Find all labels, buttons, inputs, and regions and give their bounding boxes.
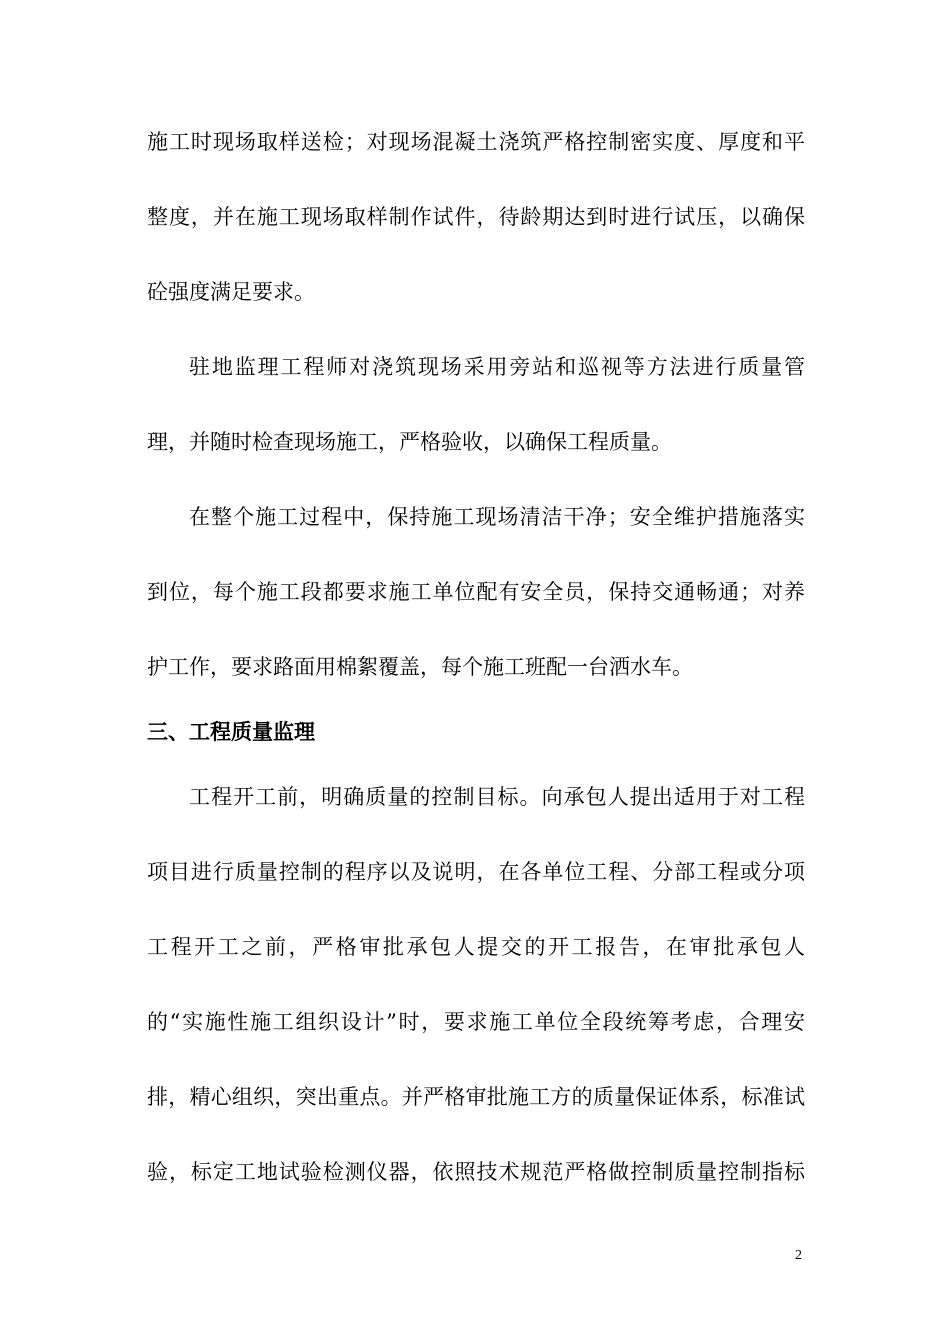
section-heading: 三、工程质量监理	[147, 720, 315, 744]
paragraph-line: 理，并随时检查现场施工，严格验收，以确保工程质量。	[147, 430, 672, 454]
paragraph-line: 整度，并在施工现场取样制作试件，待龄期达到时进行试压，以确保	[147, 205, 805, 229]
paragraph-line: 驻地监理工程师对浇筑现场采用旁站和巡视等方法进行质量管	[189, 355, 805, 379]
paragraph-line: 的“实施性施工组织设计”时，要求施工单位全段统筹考虑，合理安	[147, 1010, 805, 1034]
paragraph-line: 工程开工前，明确质量的控制目标。向承包人提出适用于对工程	[189, 785, 805, 809]
paragraph-line: 砼强度满足要求。	[147, 280, 315, 304]
paragraph-line: 在整个施工过程中，保持施工现场清洁干净；安全维护措施落实	[189, 505, 805, 529]
paragraph-line: 工程开工之前，严格审批承包人提交的开工报告，在审批承包人	[147, 935, 805, 959]
paragraph-line: 验，标定工地试验检测仪器，依照技术规范严格做控制质量控制指标	[147, 1160, 805, 1184]
paragraph-line: 到位，每个施工段都要求施工单位配有安全员，保持交通畅通；对养	[147, 580, 805, 604]
paragraph-line: 护工作，要求路面用棉絮覆盖，每个施工班配一台洒水车。	[147, 655, 693, 679]
paragraph-line: 施工时现场取样送检；对现场混凝土浇筑严格控制密实度、厚度和平	[147, 130, 805, 154]
paragraph-line: 项目进行质量控制的程序以及说明，在各单位工程、分部工程或分项	[147, 860, 805, 884]
page-number: 2	[795, 1248, 802, 1263]
paragraph-line: 排，精心组织，突出重点。并严格审批施工方的质量保证体系，标准试	[147, 1085, 805, 1109]
